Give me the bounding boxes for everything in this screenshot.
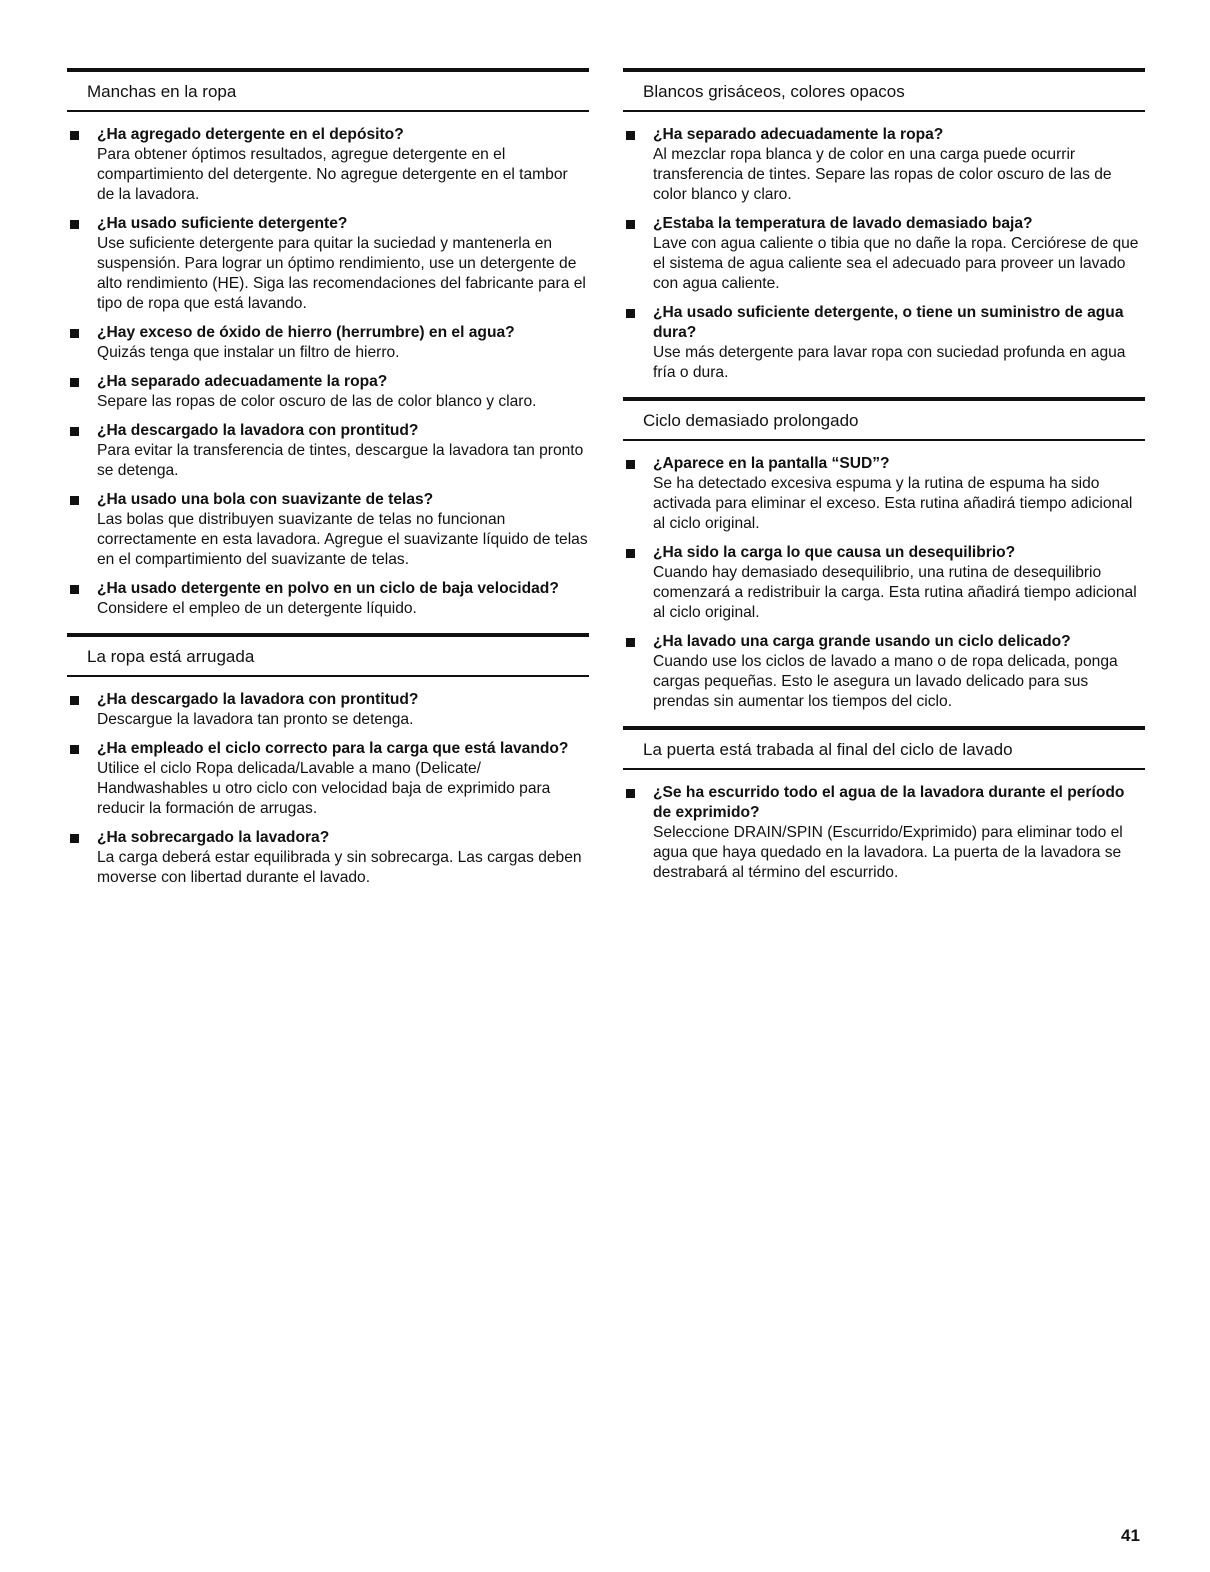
square-bullet-icon	[626, 549, 635, 558]
troubleshooting-item	[67, 690, 589, 730]
answer-text: Para obtener óptimos resultados, agregue detergente en el compartimiento del detergente. No agregue detergente en el tambor de la lavadora.	[97, 146, 568, 203]
section-heading: Manchas en la ropa	[67, 68, 589, 112]
answer-text: Al mezclar ropa blanca y de color en una carga puede ocurrir transferencia de tintes. Separe las ropas de color oscuro de las de color blanco y claro.	[653, 146, 1112, 203]
square-bullet-icon	[70, 131, 79, 140]
section-heading: La ropa está arrugada	[67, 633, 589, 677]
square-bullet-icon	[70, 329, 79, 338]
square-bullet-icon	[70, 834, 79, 843]
question-text: ¿Ha empleado el ciclo correcto para la carga que está lavando?	[97, 740, 569, 757]
troubleshooting-item	[67, 214, 589, 314]
right-column	[623, 68, 1145, 897]
troubleshooting-item	[623, 214, 1145, 294]
section-heading: La puerta está trabada al final del ciclo de lavado	[623, 726, 1145, 770]
square-bullet-icon	[626, 789, 635, 798]
troubleshooting-item	[67, 828, 589, 888]
square-bullet-icon	[70, 745, 79, 754]
answer-text: Seleccione DRAIN/SPIN (Escurrido/Exprimido) para eliminar todo el agua que haya quedado en la lavadora. La puerta de la lavadora se destrabará al término del escurrido.	[653, 824, 1123, 881]
troubleshooting-item	[67, 421, 589, 481]
answer-text: Se ha detectado excesiva espuma y la rutina de espuma ha sido activada para eliminar el exceso. Esta rutina añadirá tiempo adicional al ciclo original.	[653, 475, 1133, 532]
troubleshooting-item	[623, 783, 1145, 883]
troubleshooting-item	[67, 739, 589, 819]
answer-text: Utilice el ciclo Ropa delicada/Lavable a mano (Delicate/ Handwashables u otro ciclo con velocidad baja de exprimido para reducir la formación de arrugas.	[97, 760, 551, 817]
troubleshooting-item	[67, 372, 589, 412]
troubleshooting-item	[623, 303, 1145, 383]
question-text: ¿Aparece en la pantalla “SUD”?	[653, 455, 890, 472]
square-bullet-icon	[626, 638, 635, 647]
square-bullet-icon	[70, 427, 79, 436]
page-number: 41	[1121, 1526, 1140, 1545]
troubleshooting-item	[623, 125, 1145, 205]
question-text: ¿Ha descargado la lavadora con prontitud?	[97, 422, 419, 439]
square-bullet-icon	[70, 496, 79, 505]
question-text: ¿Ha lavado una carga grande usando un ciclo delicado?	[653, 633, 1071, 650]
question-text: ¿Ha agregado detergente en el depósito?	[97, 126, 404, 143]
troubleshooting-item	[67, 323, 589, 363]
answer-text: Use suficiente detergente para quitar la suciedad y mantenerla en suspensión. Para lograr un óptimo rendimiento, use un detergente de alto rendimiento (HE). Siga las recomendaciones del fabricante para el tipo de ropa que está lavando.	[97, 235, 586, 312]
answer-text: Descargue la lavadora tan pronto se detenga.	[97, 711, 414, 728]
question-text: ¿Estaba la temperatura de lavado demasiado baja?	[653, 215, 1033, 232]
question-text: ¿Se ha escurrido todo el agua de la lavadora durante el período de exprimido?	[653, 784, 1125, 821]
answer-text: Cuando hay demasiado desequilibrio, una rutina de desequilibrio comenzará a redistribuir la carga. Esta rutina añadirá tiempo adicional al ciclo original.	[653, 564, 1137, 621]
section-manchas-en-la-ropa	[67, 68, 589, 619]
answer-text: Use más detergente para lavar ropa con suciedad profunda en agua fría o dura.	[653, 344, 1126, 381]
section-blancos-grisaceos-colores-opacos	[623, 68, 1145, 383]
question-text: ¿Ha usado detergente en polvo en un ciclo de baja velocidad?	[97, 580, 559, 597]
question-text: ¿Ha descargado la lavadora con prontitud?	[97, 691, 419, 708]
answer-text: Separe las ropas de color oscuro de las de color blanco y claro.	[97, 393, 537, 410]
troubleshooting-item	[67, 125, 589, 205]
section-heading: Ciclo demasiado prolongado	[623, 397, 1145, 441]
question-text: ¿Ha usado suficiente detergente, o tiene un suministro de agua dura?	[653, 304, 1124, 341]
left-column	[67, 68, 589, 902]
question-text: ¿Ha usado una bola con suavizante de telas?	[97, 491, 434, 508]
square-bullet-icon	[70, 696, 79, 705]
troubleshooting-item	[623, 454, 1145, 534]
section-ciclo-demasiado-prolongado	[623, 397, 1145, 712]
section-la-puerta-esta-trabada-al-final-del-ciclo-de-lavado	[623, 726, 1145, 883]
troubleshooting-item	[67, 579, 589, 619]
square-bullet-icon	[70, 220, 79, 229]
question-text: ¿Ha separado adecuadamente la ropa?	[653, 126, 944, 143]
answer-text: Considere el empleo de un detergente líquido.	[97, 600, 417, 617]
answer-text: Para evitar la transferencia de tintes, descargue la lavadora tan pronto se detenga.	[97, 442, 584, 479]
section-la-ropa-esta-arrugada	[67, 633, 589, 888]
question-text: ¿Ha sobrecargado la lavadora?	[97, 829, 330, 846]
square-bullet-icon	[70, 378, 79, 387]
question-text: ¿Hay exceso de óxido de hierro (herrumbre) en el agua?	[97, 324, 515, 341]
answer-text: La carga deberá estar equilibrada y sin sobrecarga. Las cargas deben moverse con libertad durante el lavado.	[97, 849, 582, 886]
answer-text: Quizás tenga que instalar un filtro de hierro.	[97, 344, 400, 361]
square-bullet-icon	[626, 131, 635, 140]
square-bullet-icon	[626, 309, 635, 318]
troubleshooting-item	[623, 543, 1145, 623]
square-bullet-icon	[626, 460, 635, 469]
question-text: ¿Ha separado adecuadamente la ropa?	[97, 373, 388, 390]
answer-text: Las bolas que distribuyen suavizante de telas no funcionan correctamente en esta lavadora. Agregue el suavizante líquido de telas en el compartimiento del suavizante de telas.	[97, 511, 588, 568]
troubleshooting-item	[623, 632, 1145, 712]
question-text: ¿Ha sido la carga lo que causa un desequilibrio?	[653, 544, 1016, 561]
answer-text: Cuando use los ciclos de lavado a mano o de ropa delicada, ponga cargas pequeñas. Esto le asegura un lavado delicado para sus prendas sin aumentar los tiempos del ciclo.	[653, 653, 1118, 710]
question-text: ¿Ha usado suficiente detergente?	[97, 215, 348, 232]
square-bullet-icon	[626, 220, 635, 229]
answer-text: Lave con agua caliente o tibia que no dañe la ropa. Cerciórese de que el sistema de agua caliente sea el adecuado para proveer un lavado con agua caliente.	[653, 235, 1139, 292]
troubleshooting-item	[67, 490, 589, 570]
square-bullet-icon	[70, 585, 79, 594]
section-heading: Blancos grisáceos, colores opacos	[623, 68, 1145, 112]
